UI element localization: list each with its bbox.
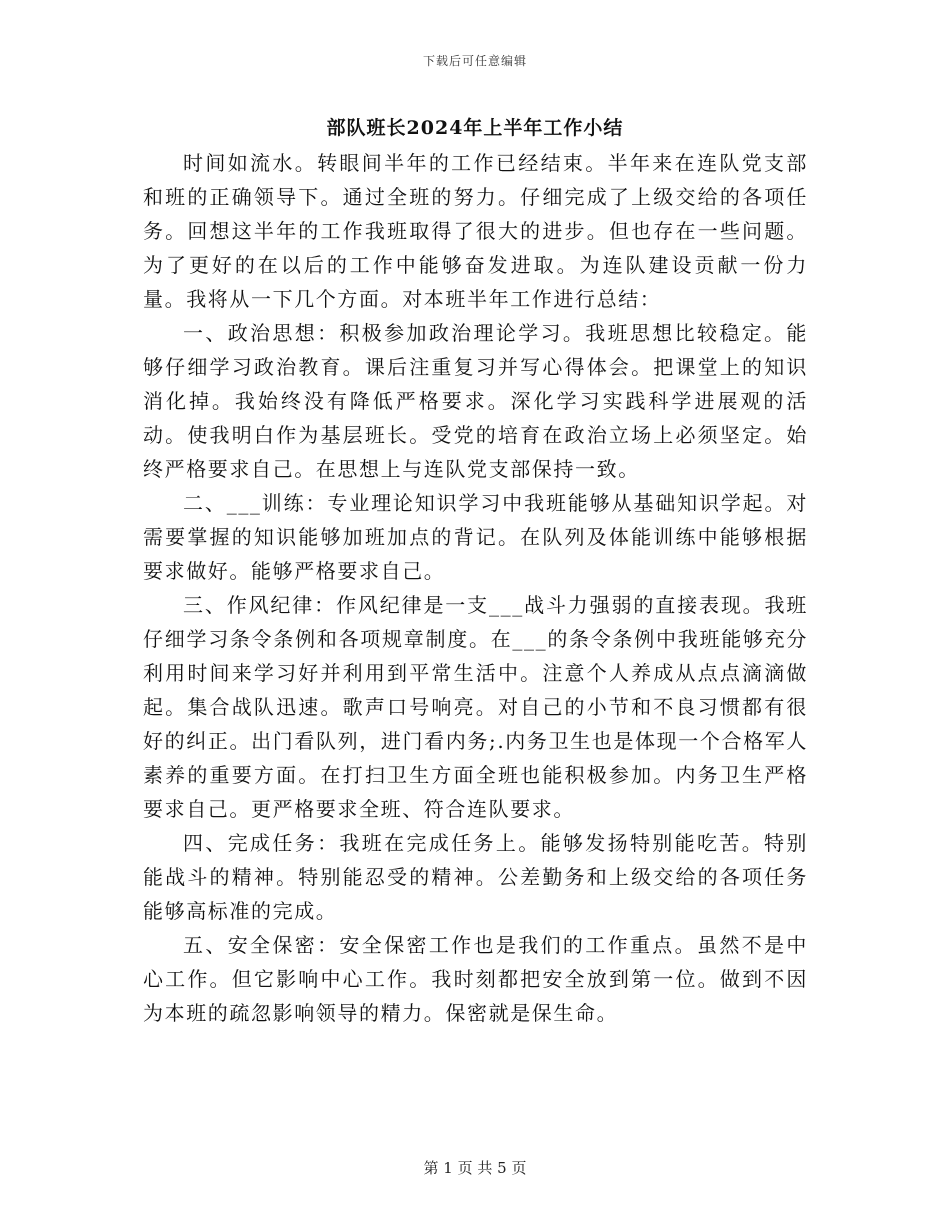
paragraph-political-thought: 一、政治思想：积极参加政治理论学习。我班思想比较稳定。能够仔细学习政治教育。课后注重复习并写心得体会。把课堂上的知识消化掉。我始终没有降低严格要求。深化学习实践科学进展观的活动。使我明白作为基层班长。受党的培育在政治立场上必须坚定。始终严格要求自己。在思想上与连队党支部保持一致。: [143, 321, 808, 481]
paragraph-discipline: 三、作风纪律：作风纪律是一支___战斗力强弱的直接表现。我班仔细学习条令条例和各项规章制度。在___的条令条例中我班能够充分利用时间来学习好并利用到平常生活中。注意个人养成从点点滴滴做起。集合战队迅速。歌声口号响亮。对自己的小节和不良习惯都有很好的纠正。出门看队列，进门看内务;.内务卫生也是体现一个合格军人素养的重要方面。在打扫卫生方面全班也能积极参加。内务卫生严格要求自己。更严格要求全班、符合连队要求。: [143, 593, 808, 821]
paragraph-intro: 时间如流水。转眼间半年的工作已经结束。半年来在连队党支部和班的正确领导下。通过全班的努力。仔细完成了上级交给的各项任务。回想这半年的工作我班取得了很大的进步。但也存在一些问题。为了更好的在以后的工作中能够奋发进取。为连队建设贡献一份力量。我将从一下几个方面。对本班半年工作进行总结：: [143, 151, 808, 311]
paragraph-training: 二、___训练：专业理论知识学习中我班能够从基础知识学起。对需要掌握的知识能够加班加点的背记。在队列及体能训练中能够根据要求做好。能够严格要求自己。: [143, 491, 808, 583]
document-title: 部队班长2024年上半年工作小结: [326, 117, 624, 139]
page-number: 第 1 页 共 5 页: [423, 1159, 527, 1177]
paragraph-security: 五、安全保密：安全保密工作也是我们的工作重点。虽然不是中心工作。但它影响中心工作。我时刻都把安全放到第一位。做到不因为本班的疏忽影响领导的精力。保密就是保生命。: [143, 933, 808, 1025]
page-header-note: 下载后可任意编辑: [422, 54, 527, 68]
document-body: [143, 146, 808, 1030]
paragraph-tasks: 四、完成任务：我班在完成任务上。能够发扬特别能吃苦。特别能战斗的精神。特别能忍受的精神。公差勤务和上级交给的各项任务能够高标准的完成。: [143, 831, 808, 923]
